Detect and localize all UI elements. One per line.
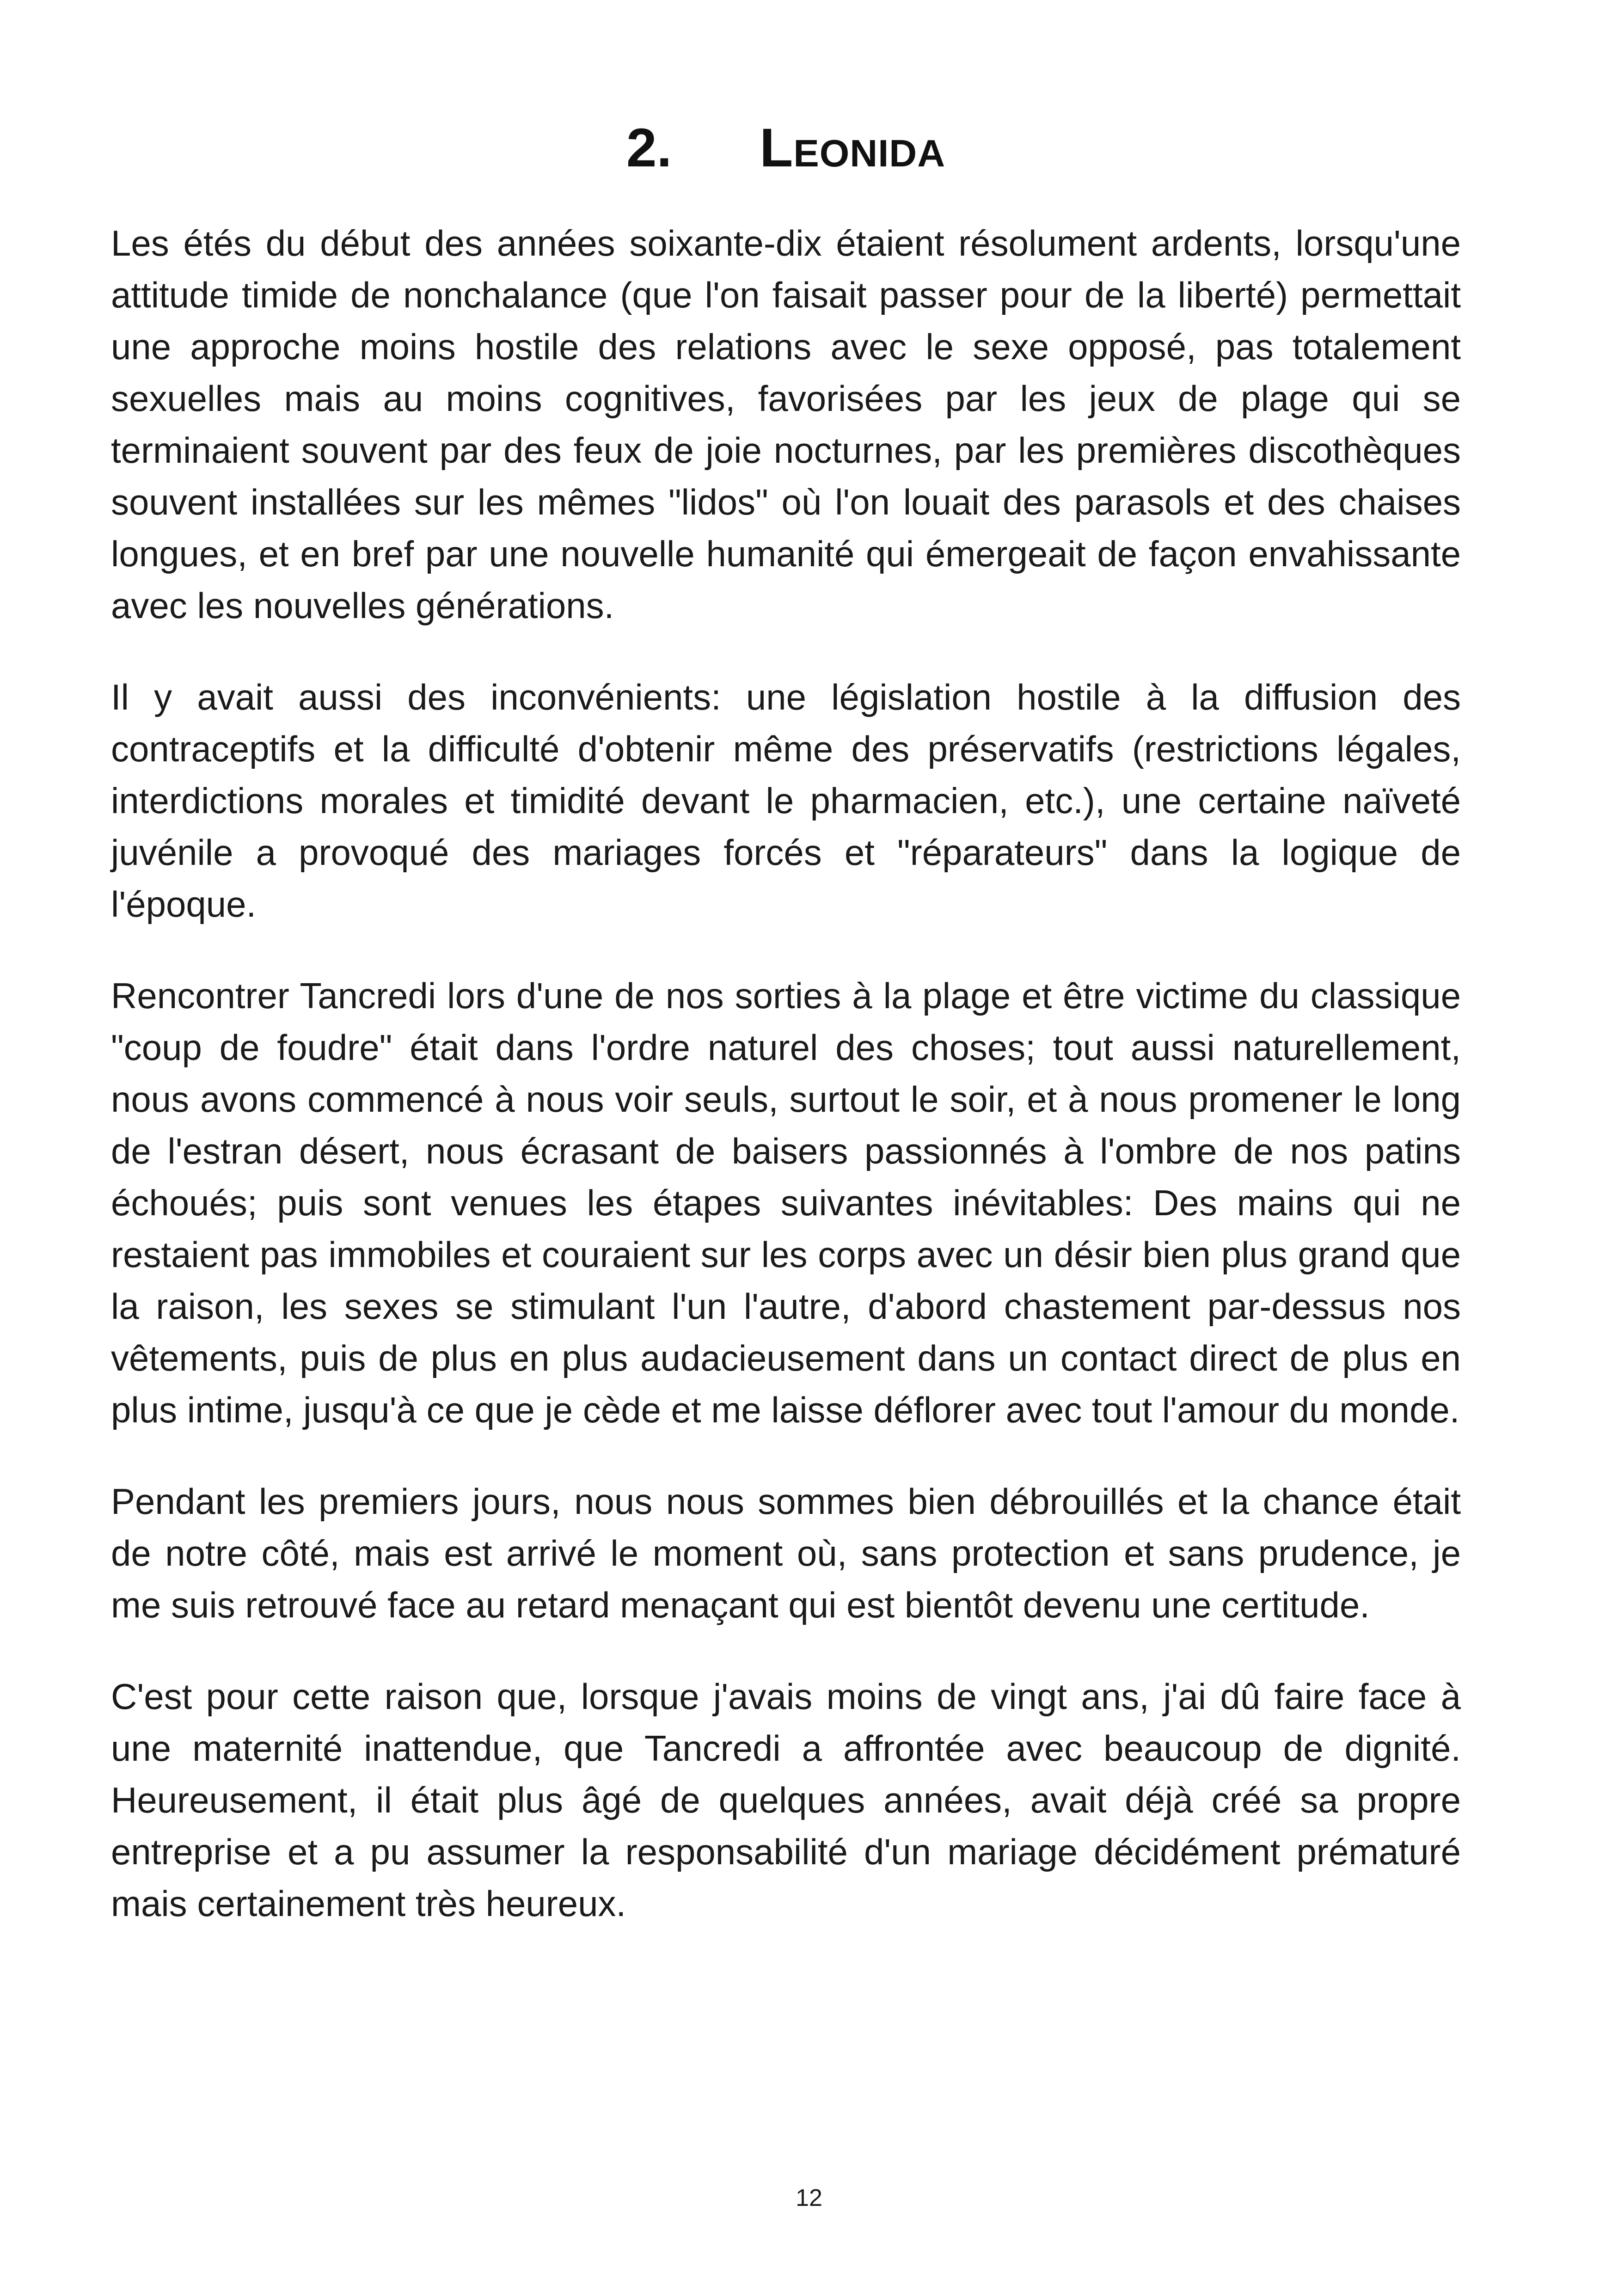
paragraph: Il y avait aussi des inconvénients: une législation hostile à la diffusion des contraceptifs et la difficulté d'obtenir même des préservatifs (restrictions légales, interdictions morales et timidité devant le pharmacien, etc.), une certaine naïveté juvénile a provoqué des mariages forcés et "réparateurs" dans la logique de l'époque.	[111, 677, 1461, 925]
paragraph: Rencontrer Tancredi lors d'une de nos sorties à la plage et être victime du classique "coup de foudre" était dans l'ordre naturel des choses; tout aussi naturellement, nous avons commencé à nous voir seuls, surtout le soir, et à nous promener le long de l'estran désert, nous écrasant de baisers passionnés à l'ombre de nos patins échoués; puis sont venues les étapes suivantes inévitables: Des mains qui ne restaient pas immobiles et couraient sur les corps avec un désir bien plus grand que la raison, les sexes se stimulant l'un l'autre, d'abord chastement par-dessus nos vêtements, puis de plus en plus audacieusement dans un contact direct de plus en plus intime, jusqu'à ce que je cède et me laisse déflorer avec tout l'amour du monde.	[111, 975, 1461, 1430]
page-number: 12	[796, 2185, 822, 2211]
chapter-number: 2.	[626, 117, 672, 178]
chapter-heading	[111, 111, 1461, 185]
paragraph: Pendant les premiers jours, nous nous sommes bien débrouillés et la chance était de notre côté, mais est arrivé le moment où, sans protection et sans prudence, je me suis retrouvé face au retard menaçant qui est bientôt devenu une certitude.	[111, 1481, 1461, 1625]
body-text	[111, 217, 1461, 1969]
paragraph: Les étés du début des années soixante-dix étaient résolument ardents, lorsqu'une attitude timide de nonchalance (que l'on faisait passer pour de la liberté) permettait une approche moins hostile des relations avec le sexe opposé, pas totalement sexuelles mais au moins cognitives, favorisées par les jeux de plage qui se terminaient souvent par des feux de joie nocturnes, par les premières discothèques souvent installées sur les mêmes "lidos" où l'on louait des parasols et des chaises longues, et en bref par une nouvelle humanité qui émergeait de façon envahissante avec les nouvelles générations.	[111, 223, 1461, 626]
chapter-title: Leonida	[760, 117, 946, 178]
paragraph: C'est pour cette raison que, lorsque j'avais moins de vingt ans, j'ai dû faire face à une maternité inattendue, que Tancredi a affrontée avec beaucoup de dignité. Heureusement, il était plus âgé de quelques années, avait déjà créé sa propre entreprise et a pu assumer la responsabilité d'un mariage décidément prématuré mais certainement très heureux.	[111, 1676, 1461, 1924]
